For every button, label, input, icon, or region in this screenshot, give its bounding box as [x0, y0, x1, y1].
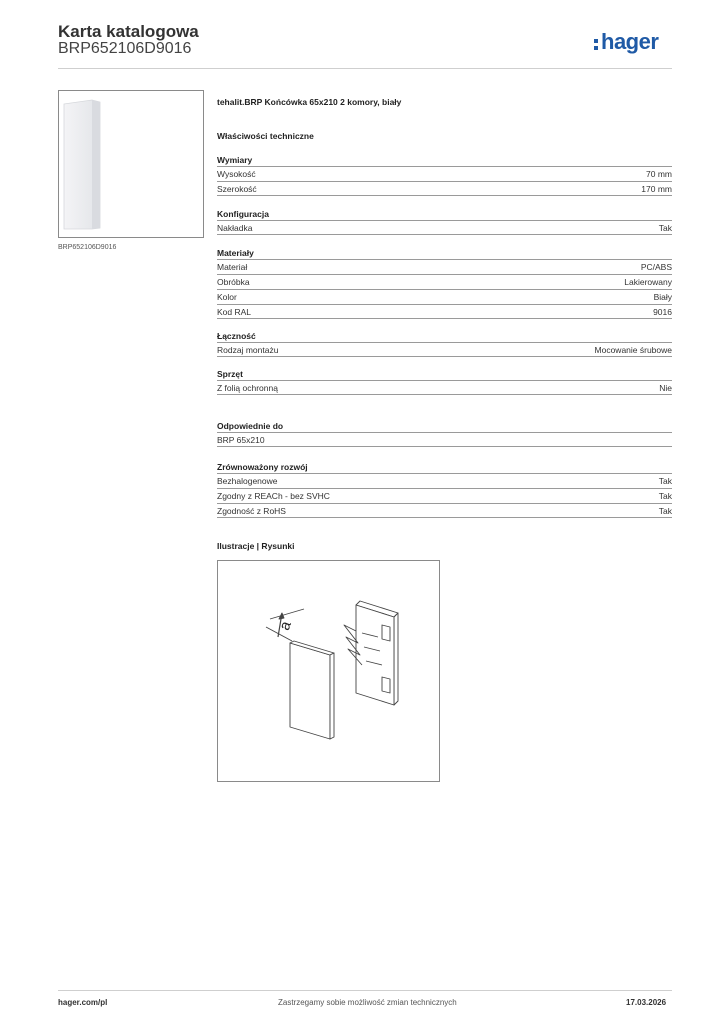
end-cap-side-edge	[330, 653, 334, 739]
property-row	[217, 432, 672, 447]
property-value: PC/ABS	[640, 262, 672, 272]
dimension-extension-line	[270, 609, 304, 619]
illustrations-heading: Ilustracje | Rysunki	[217, 541, 295, 551]
property-label: Kolor	[217, 292, 237, 302]
footer-notice: Zastrzegamy sobie możliwość zmian technicznych	[278, 998, 457, 1007]
property-value: Tak	[658, 223, 672, 233]
property-row	[217, 380, 672, 395]
page-subtitle-code: BRP652106D9016	[58, 40, 192, 57]
property-value: 170 mm	[641, 184, 672, 194]
property-row	[217, 274, 672, 289]
property-label: Materiał	[217, 262, 248, 272]
group-title: Wymiary	[217, 155, 253, 165]
header-divider	[58, 68, 672, 69]
product-description: tehalit.BRP Końcówka 65x210 2 komory, biały	[217, 97, 402, 107]
logo-text: hager	[601, 29, 659, 54]
property-label: Kod RAL	[217, 307, 252, 317]
technical-drawing-frame	[217, 560, 440, 782]
footer-website-link[interactable]: hager.com/pl	[58, 998, 108, 1007]
cap-clip-tab	[382, 677, 390, 693]
property-row	[217, 342, 672, 357]
property-row	[217, 181, 672, 196]
product-image-caption: BRP652106D9016	[58, 244, 117, 251]
property-row	[217, 473, 672, 488]
end-cap-front-face	[290, 643, 330, 739]
property-value: 9016	[653, 307, 672, 317]
property-value: Lakierowany	[624, 277, 672, 287]
page-title: Karta katalogowa	[58, 22, 199, 41]
compatible-product: BRP 65x210	[217, 435, 265, 445]
property-value: Tak	[658, 506, 672, 516]
group-title: Materiały	[217, 248, 254, 258]
group-connectivity	[217, 331, 672, 357]
property-row	[217, 220, 672, 235]
property-row	[217, 503, 672, 518]
property-value: Mocowanie śrubowe	[594, 345, 672, 355]
property-label: Zgodność z RoHS	[217, 506, 286, 516]
product-image	[62, 98, 102, 230]
property-row	[217, 289, 672, 304]
group-title: Łączność	[217, 331, 256, 341]
group-title: Odpowiednie do	[217, 421, 284, 431]
logo-colon-mark	[594, 36, 599, 50]
group-title: Zrównoważony rozwój	[217, 462, 308, 472]
cap-clip-tab	[382, 625, 390, 641]
property-label: Wysokość	[217, 169, 256, 179]
property-label: Bezhalogenowe	[217, 476, 278, 486]
property-value: Nie	[659, 383, 672, 393]
hager-logo[interactable]	[594, 29, 658, 55]
property-value: Tak	[658, 476, 672, 486]
property-value: Tak	[658, 491, 672, 501]
group-title: Konfiguracja	[217, 209, 269, 219]
property-value: 70 mm	[646, 169, 672, 179]
property-row	[217, 166, 672, 181]
technical-drawing	[218, 561, 441, 783]
footer-divider	[58, 990, 672, 991]
group-sustainability	[217, 462, 672, 518]
technical-properties-heading: Właściwości techniczne	[217, 131, 314, 141]
property-label: Rodzaj montażu	[217, 345, 279, 355]
property-label: Szerokość	[217, 184, 257, 194]
group-hardware	[217, 369, 672, 395]
footer-date: 17.03.2026	[626, 998, 667, 1007]
property-label: Zgodny z REACh - bez SVHC	[217, 491, 330, 501]
property-row	[217, 488, 672, 503]
group-materials	[217, 248, 672, 319]
property-label: Nakładka	[217, 223, 253, 233]
group-title: Sprzęt	[217, 369, 243, 379]
property-label: Obróbka	[217, 277, 250, 287]
group-configuration	[217, 209, 672, 235]
property-label: Z folią ochronną	[217, 383, 278, 393]
property-row	[217, 304, 672, 319]
dimension-label: a	[275, 618, 295, 633]
group-dimensions	[217, 155, 672, 196]
cap-back-side	[394, 613, 398, 705]
group-compatible-with	[217, 421, 672, 447]
property-row	[217, 259, 672, 274]
property-value: Biały	[653, 292, 672, 302]
